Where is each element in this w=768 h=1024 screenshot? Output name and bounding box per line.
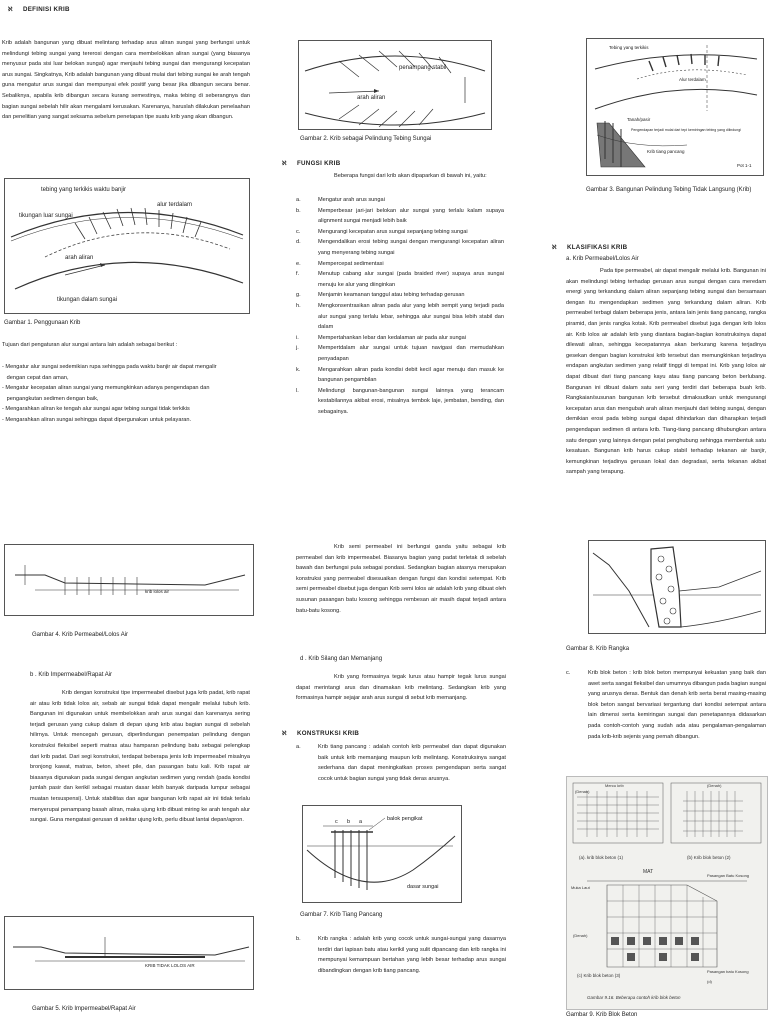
fungsi-item: b. Memperbesar jari-jari belokan alur sungai yang terlalu kalam supaya alignment sungai menjadi lebih baik <box>296 207 504 225</box>
figure-5 <box>4 916 254 990</box>
tujuan-item: - Mengatur kecepatan aliran sungai yang memungkinkan adanya pengendapan dan <box>2 385 210 392</box>
konstruksi-heading-text: KONSTRUKSI KRIB <box>296 730 360 737</box>
fungsi-item: k. Mengarahkan aliran pada kondisi debit kecil agar menuju dan masuk ke bangunan pengambilan <box>296 366 504 384</box>
figure-9-label-rubble-2: Pasangan batu Kosong <box>707 969 749 974</box>
fungsi-item: g. Menjamin keamanan tanggul atau tebing terhadap gerusan <box>296 292 465 299</box>
figure-8-drawing <box>589 541 765 633</box>
figure-3 <box>586 38 764 176</box>
tujuan-item: - Mengarahkan aliran sungai sehingga dapat dipergunakan untuk pelayaran. <box>2 416 192 423</box>
figure-2 <box>298 40 492 130</box>
konstruksi-item-a: a. Krib tiang pancang : adalah contoh krib permeabel dan dapat digunakan baik untuk krib memanjang maupun krib melintang. Konstruksinya sangat sederhana dan dapat meningkatkan proses pengendapan serta sangat cocok untuk bagian sungai yang tidak deras arusnya. <box>296 744 506 782</box>
tujuan-item: pengangkutan sedimen dengan baik, <box>2 395 99 402</box>
section-title: DEFINISI KRIB <box>22 6 70 13</box>
figure-9-label-rubble: Pasangan Batu Kosong <box>707 873 750 878</box>
figure-4 <box>4 544 254 616</box>
figure-2-drawing <box>299 41 491 129</box>
figure-3-label-piles: Krib tiang pancang <box>647 149 685 154</box>
section-header <box>8 6 70 13</box>
figure-2-label-flow: arah aliran <box>357 95 386 101</box>
konstruksi-heading <box>282 730 359 737</box>
fungsi-heading-text: FUNGSI KRIB <box>296 160 341 167</box>
fungsi-item: d. Mengendalikan erosi tebing sungai dengan mengurangi kecepatan aliran yang menyerang tebing sungai <box>296 239 504 256</box>
figure-1-label-flow: arah aliran <box>65 255 94 261</box>
figure-7-label-a: a <box>359 819 363 825</box>
figure-9-label-plan-3: (Denah) <box>573 933 588 938</box>
figure-5-drawing <box>5 917 253 989</box>
figure-7 <box>302 805 462 903</box>
tujuan-list <box>2 362 248 426</box>
figure-2-caption: Gambar 2. Krib sebagai Pelindung Tebing Sungai <box>300 136 432 142</box>
figure-9-label-mat: MAT <box>643 869 654 875</box>
figure-7-label-bed: dasar sungai <box>407 884 439 890</box>
figure-1-label-eroded-bank: tebing yang terkikis waktu banjir <box>41 187 127 193</box>
bullet-icon: ℵ <box>8 6 13 13</box>
figure-9-label-plan-2: (Denah) <box>707 783 722 788</box>
figure-9-label-crest: Mercu krib <box>605 783 624 788</box>
figure-1-drawing <box>5 179 249 313</box>
fungsi-item: c. Mengurangi kecepatan arus sungai sepanjang tebing sungai <box>296 228 468 235</box>
intro-paragraph: Krib adalah bangunan yang dibuat melintang terhadap arus aliran sungai yang berfungsi untuk melindungi tebing sungai yang tererosi dengan cara membelokkan aliran sungai (yang biasanya menyusur pada sisi luar belokan sungai) agar menjauhi tebing sungai dan mengurangi kecepatan arus sungai. Singkatnya, Krib adalah bangunan yang dibuat mulai dari tebing sungai ke arah tengah guna mengatur arus sungai dan mempunyai efek positif yang besar jika dibangun secara benar. Sebaliknya, apabila krib dibangun secara kurang semestinya, maka tebing di seberangnya dan bagian sungai sebelah hilir akan mengalami kerusakan. Karenanya, haruslah dilakukan penelaahan dan penelitian yang sangat seksama sebelum penetapan tipe suatu krib yang akan dibangun. <box>2 40 250 121</box>
figure-3-label-thalweg: Alur terdalam <box>679 77 706 82</box>
figure-8 <box>588 540 766 634</box>
klasifikasi-heading-text: KLASIFIKASI KRIB <box>566 244 628 251</box>
paragraph-semi-permeabel: Krib semi permeabel ini berfungsi ganda yaitu sebagai krib permeabel dan krib impermeabel. Biasanya bagian yang padat terletak di sebelah bawah dan berfungsi pula sebagai pondasi. Sedangkan bagian atasnya merupakan konstruksi yang permeabel disesuaikan dengan fungsi dan kondisi setempat. Krib semi permeabel disebut juga dengan Krib semi lolos air adalah krib yang dibuat oleh susunan pasangan batu kosong sehingga rembesan air masih dapat terjadi antara batu-batu kosong. <box>296 544 506 614</box>
subheading-d: d . Krib Silang dan Memanjang <box>300 656 383 662</box>
tujuan-item: - Mengarahkan aliran ke tengah alur sungai agar tebing sungai tidak terkikis <box>2 406 190 413</box>
figure-1-caption: Gambar 1. Penggunaan Krib <box>4 320 81 326</box>
figure-4-drawing <box>5 545 253 615</box>
figure-7-label-beam: balok pengikat <box>387 816 423 822</box>
tujuan-item: dengan cepat dan aman, <box>2 374 69 381</box>
fungsi-item: i. Mempertahankan lebar dan kedalaman air pada alur sungai <box>296 334 467 341</box>
figure-9-drawing <box>567 777 767 1009</box>
figure-3-label-soil: Tanah/pasir <box>627 117 651 122</box>
figure-4-label: krib lolos air <box>145 589 170 594</box>
fungsi-heading <box>282 160 340 167</box>
subheading-b: b . Krib Impermeabel/Rapat Air <box>30 672 113 678</box>
figure-1 <box>4 178 250 314</box>
tujuan-item: - Mengatur alur sungai sedemikian rupa sehingga pada waktu banjir air dapat mengalir <box>2 364 217 370</box>
figure-1-label-thalweg: alur terdalam <box>157 202 193 208</box>
figure-9-label-a: (a). krib blok beton (1) <box>579 855 624 860</box>
figure-5-caption: Gambar 5. Krib Impermeabel/Rapat Air <box>32 1006 136 1012</box>
klasifikasi-heading <box>552 244 627 251</box>
fungsi-item: f. Menutup cabang alur sungai (pada braided river) supaya arus sungai menuju ke alur yang diinginkan <box>296 271 504 288</box>
bullet-icon: ℵ <box>282 730 287 737</box>
fungsi-intro: Beberapa fungsi dari krib akan dipaparkan di bawah ini, yaitu: <box>334 173 487 179</box>
paragraph-a: Pada tipe permeabel, air dapat mengalir melalui krib. Bangunan ini akan melindungi tebing terhadap gerusan arus sungai dengan cara meredam energi yang terkandung dalam aliran sepanjang tebing sungai dan bersamaan dengan itu mengendapkan sedimen yang terkandung dalam aliran. Krib permeabel terbagi dalam beberapa jenis, antara lain jenis tiang pancang, rangka piramid, dan jenis rangka kotak. Krib permeabel disebut juga dengan krib lolos air. Krib lolos air adalah krib yang diantara bagian-bagian konstruksinya dapat dilewati aliran, sehingga kecepatannya akan berkurang karena terjadinya gesekan dengan bagian konstruksi krib tersebut dan memungkinkan terjadinya endapan angkutan sedimen yang relatif tinggi di tempat ini. Krib yang lolos air dapat dibuat dari tiang pancang kayu atau tiang pancang beton berlubang. Bangunan ini dibuat dalam satu seri yang terdiri dari beberapa buah krib. Rangkaian/susunan bangunan krib tersebut dimaksudkan untuk mengurangi kecepatan arus dan mengubah arah aliran menjauhi dari tebing sungai, dengan demikian erosi pada tebing sungai dapat dihindarkan dan diharapkan terjadi pengendapan sedimen di antara krib. Tiang-tiang pancang dihubungkan antara satu dengan yang lainnya dengan pelat penghubung sehingga membentuk satu kesatuan. Bangunan krib harus cukup stabil terhadap tekanan air banjir, kemungkinan terjadinya gerusan lokal dan degradasi, serta tekanan akibat sampah yang terapung. <box>566 268 766 476</box>
figure-9-label-b: (b) Krib blok beton (2) <box>687 855 731 860</box>
fungsi-list <box>296 195 504 417</box>
figure-3-caption: Gambar 3. Bangunan Pelindung Tebing Tidak Langsung (Krib) <box>586 187 752 193</box>
konstruksi-item-b: b. Krib rangka : adalah krib yang cocok untuk sungai-sungai yang dasarnya terdiri dari lapisan batu atau kerikil yang sulit dipancang dan krib rangka ini mempunyai kemampuan bertahan yang lebih besar terhadap arus sungai dibandingkan dengan krib tiang pancang. <box>296 936 506 974</box>
figure-7-caption: Gambar 7. Krib Tiang Pancang <box>300 912 383 918</box>
paragraph-d: Krib yang formasinya tegak lurus atau hampir tegak lurus sungai dapat merintangi arus dan dinamakan krib melintang. Sedangkan krib yang formasinya hampir sejajar arah arus sungai di sebut krib memanjang. <box>296 674 506 702</box>
tujuan-intro: Tujuan dari pengaturan alur sungai antara lain adalah sebagai berikut : <box>2 342 178 348</box>
figure-7-label-b: b <box>347 819 351 825</box>
figure-9-label-plan-1: (Denah) <box>575 789 590 794</box>
figure-3-drawing <box>587 39 763 175</box>
figure-9 <box>566 776 768 1010</box>
fungsi-item: a. Mengatur arah arus sungai <box>296 197 385 203</box>
fungsi-item: l. Melindungi bangunan-bangunan sungai lainnya yang terancam kestabilannya akibat erosi, misalnya tembok laje, jembatan, bending, dan sebagainya. <box>296 387 504 415</box>
figure-2-label-stable: penampang stabil <box>399 65 447 71</box>
figure-9-label-c: (c) Krib blok beton (3) <box>577 973 621 978</box>
figure-9-caption: Gambar 9. Krib Blok Beton <box>566 1012 638 1018</box>
figure-4-caption: Gambar 4. Krib Permeabel/Lolos Air <box>32 632 129 638</box>
figure-9-label-sea: Muka Laut <box>571 885 590 890</box>
figure-3-label-section: Pot 1-1 <box>737 163 752 168</box>
figure-9-label-d: (d) <box>707 979 712 984</box>
figure-7-drawing <box>303 806 461 902</box>
paragraph-b: Krib dengan konstruksi tipe impermeabel disebut juga krib padat, krib rapat air atau krib tidak lolos air, sebab air sungai tidak dapat mengalir melalui tubuh krib. Bangunan ini digunakan untuk membelokkan arah arus sungai dan karenanya sering terjadi gerusan yang cukup dalam di depan ujung krib atau bagian sungai di sebelah hilirnya. Untuk mencegah gerusan, diperlindungan penempatan pelindung dengan konstruksi fleksibel seperti matras atau hamparan pelindung batu sebagai pelengkap dari krib padat. Dari segi konstruksi, terdapat beberapa jenis krib impermeabel misalnya bronjong kawat, matras, beton, sheet pile, dan pasangan batu kali. Krib rapat air biasanya digunakan pada sungai dengan angkutan sedimen yang rendah (pada kondisi jumlah pasir dan kerikil sebagai muatan dasar lebih banyak daripada lumpur sebagai muatan tersuspensi). Untuk stabilitas dan agar bangunan krib rapat air ini tidak terlalu menyerupai penampang basah aliran, maka ujung krib dibuat miring ke arah tengah alur sungai. Guna mengatasi gerusan di sekitar ujung krib, perlu dibuat lantai depan/apron. <box>30 690 250 824</box>
figure-1-label-outer-bend: tikungan luar sungai <box>19 213 73 219</box>
fungsi-item: j. Mempertdalam alur sungai untuk tujuan navigasi dan memudahkan penyadapan <box>296 345 504 362</box>
subheading-a: a. Krib Permeabel/Lolos Air <box>566 256 639 262</box>
bullet-icon: ℵ <box>282 160 287 167</box>
konstruksi-item-c: c. Krib blok beton : krib blok beton mempunyai kekuatan yang baik dan awet serta sangat fleksibel dan umumnya dibangun pada bagian sungai yang arusnya deras. Bentuk dan denah krib serta berat masing-masing blok beton sangat bervariasi tergantung dari kondisi setempat antara lain dimensi serta kemiringan sungai dan penetapannya didasarkan pada contoh-contoh yang sudah ada atau pengalaman-pengalaman pada krib-krib sejenis yang pernah dibangun. <box>566 670 766 740</box>
figure-3-label-eroded-bank: Tebing yang terkikis <box>609 45 649 50</box>
figure-3-label-deposition: Pengendapan terjadi mulai dari tepi kemiringan tebing yang dilindungi <box>631 127 742 132</box>
figure-7-label-c: c <box>335 819 338 825</box>
fungsi-item: e. Mempercepat sedimentasi <box>296 260 384 267</box>
figure-8-caption: Gambar 8. Krib Rangka <box>566 646 630 652</box>
figure-5-label: KRIB TIDAK LOLOS AIR <box>145 963 195 968</box>
bullet-icon: ℵ <box>552 244 557 251</box>
figure-1-label-inner-bend: tikungan dalam sungai <box>57 297 118 303</box>
fungsi-item: h. Mengkonsentrasikan aliran pada alur yang lebih sempit yang terjadi pada alur sungai yang terlalu lebar, sehingga alur sungai bisa lebih stabil dan dalam <box>296 302 504 331</box>
figure-9-inner-caption: Gambar 9.16. Beberapa contoh krib blok beton <box>587 995 681 1000</box>
